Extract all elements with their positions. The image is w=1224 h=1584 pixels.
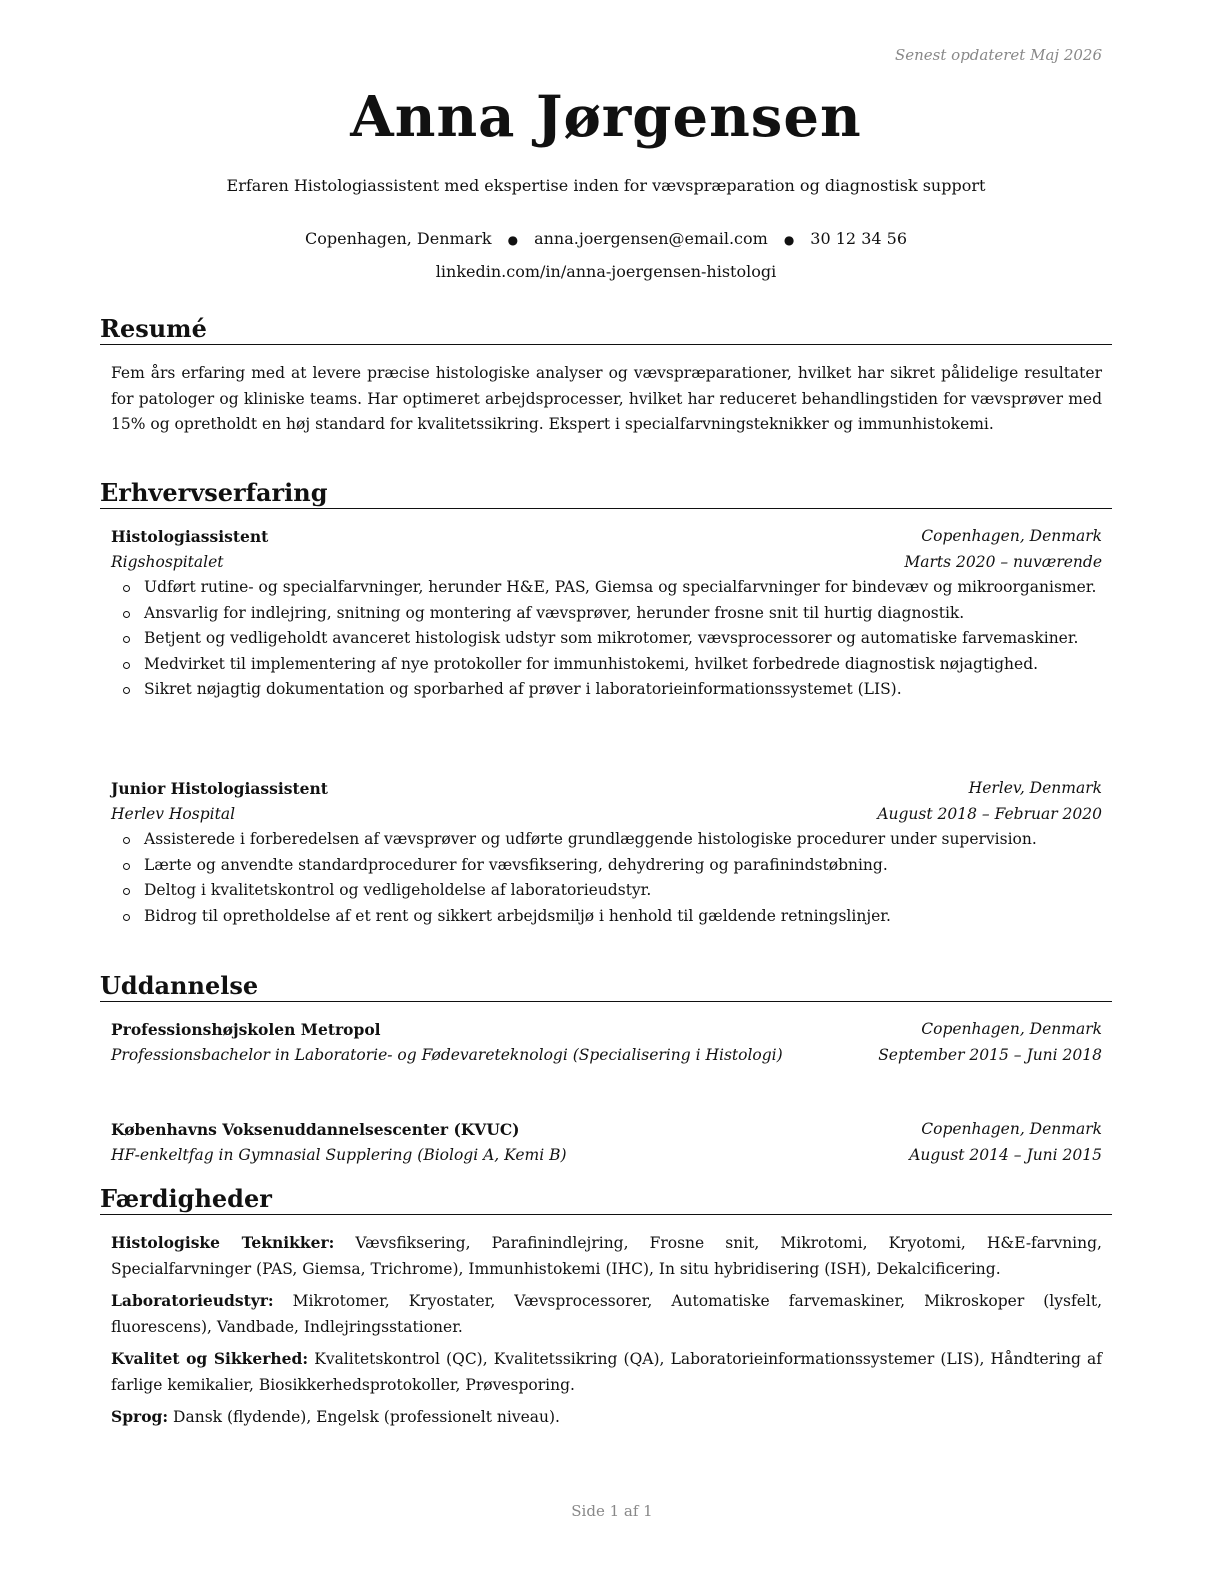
skills-list [111, 1230, 1102, 1437]
school-name: Professionshøjskolen Metropol [111, 1020, 381, 1039]
job-bullets [111, 827, 1102, 929]
last-updated: Senest opdateret Maj 2026 [894, 46, 1102, 64]
contact-linkedin[interactable]: linkedin.com/in/anna-joergensen-histologi [435, 262, 777, 281]
section-title-summary: Resumé [100, 314, 1112, 345]
job-role: Histologiassistent [111, 527, 269, 546]
school-location: Copenhagen, Denmark [921, 1020, 1102, 1038]
list-item: Medvirket til implementering af nye protokoller for immunhistokemi, hvilket forbedrede diagnostisk nøjagtighed. [111, 652, 1102, 678]
degree-name: Professionsbachelor in Laboratorie- og Fødevareteknologi (Specialisering i Histologi) [111, 1045, 783, 1064]
skill-label: Sprog: [111, 1407, 169, 1426]
circle-bullet-icon [123, 636, 130, 643]
job-role: Junior Histologiassistent [111, 779, 328, 798]
job-bullets [111, 575, 1102, 703]
list-item: Ansvarlig for indlejring, snitning og montering af vævsprøver, herunder frosne snit til hurtig diagnostik. [111, 601, 1102, 627]
education-entry [111, 1117, 1102, 1168]
circle-bullet-icon [123, 888, 130, 895]
skill-label: Histologiske Teknikker: [111, 1233, 335, 1252]
bullet-separator-icon: ● [783, 232, 795, 247]
job-location: Copenhagen, Denmark [921, 527, 1102, 545]
skill-text: Kvalitetskontrol (QC), Kvalitetssikring (QA), Laboratorieinformationssystemer (LIS), Håndtering af farlige kemikalier, Biosikkerhedsprotokoller, Prøvesporing. [111, 1350, 1102, 1394]
contact-email[interactable]: anna.joergensen@email.com [534, 229, 768, 248]
degree-name: HF-enkeltfag in Gymnasial Supplering (Biologi A, Kemi B) [111, 1145, 567, 1164]
circle-bullet-icon [123, 611, 130, 618]
job-period: August 2018 – Februar 2020 [877, 804, 1102, 823]
skill-text: Vævsfiksering, Parafinindlejring, Frosne snit, Mikrotomi, Kryotomi, H&E-farvning, Specialfarvninger (PAS, Giemsa, Trichrome), Immunhistokemi (IHC), In situ hybridisering (ISH), Dekalcificering. [111, 1234, 1102, 1278]
tagline: Erfaren Histologiassistent med ekspertise inden for vævspræparation og diagnostisk support [226, 176, 986, 195]
resume-page [100, 0, 1112, 1584]
contact-phone: 30 12 34 56 [810, 229, 907, 248]
list-item: Sikret nøjagtig dokumentation og sporbarhed af prøver i laboratorieinformationssystemet (LIS). [111, 677, 1102, 703]
school-location: Copenhagen, Denmark [921, 1120, 1102, 1138]
skill-group [111, 1346, 1102, 1398]
list-item: Assisterede i forberedelsen af vævsprøver og udførte grundlæggende histologiske procedurer under supervision. [111, 827, 1102, 853]
section-title-skills: Færdigheder [100, 1184, 1112, 1215]
skill-text: Mikrotomer, Kryostater, Vævsprocessorer, Automatiske farvemaskiner, Mikroskoper (lysfelt, fluorescens), Vandbade, Indlejringsstationer. [111, 1292, 1102, 1336]
job-entry [111, 776, 1102, 929]
contact-location: Copenhagen, Denmark [305, 229, 492, 248]
skill-group [111, 1288, 1102, 1340]
circle-bullet-icon [123, 863, 130, 870]
circle-bullet-icon [123, 687, 130, 694]
page-number: Side 1 af 1 [571, 1502, 653, 1520]
summary-text: Fem års erfaring med at levere præcise histologiske analyser og vævspræparationer, hvilket har sikret pålidelige resultater for patologer og kliniske teams. Har optimeret arbejdsprocesser, hvilket har reduceret behandlingstiden for vævsprøver med 15% og opretholdt en høj standard for kvalitetssikring. Ekspert i specialfarvningsteknikker og immunhistokemi. [111, 364, 1102, 433]
list-item: Lærte og anvendte standardprocedurer for vævsfiksering, dehydrering og parafinindstøbning. [111, 853, 1102, 879]
skill-label: Laboratorieudstyr: [111, 1291, 274, 1310]
list-item: Bidrog til opretholdelse af et rent og sikkert arbejdsmiljø i henhold til gældende retningslinjer. [111, 904, 1102, 930]
education-entry [111, 1017, 1102, 1068]
section-title-education: Uddannelse [100, 971, 1112, 1002]
circle-bullet-icon [123, 914, 130, 921]
job-location: Herlev, Denmark [968, 779, 1102, 797]
skill-text: Dansk (flydende), Engelsk (professionelt niveau). [173, 1408, 560, 1426]
circle-bullet-icon [123, 837, 130, 844]
circle-bullet-icon [123, 585, 130, 592]
skill-label: Kvalitet og Sikkerhed: [111, 1349, 309, 1368]
job-employer: Rigshospitalet [111, 552, 224, 571]
list-item: Deltog i kvalitetskontrol og vedligeholdelse af laboratorieudstyr. [111, 878, 1102, 904]
job-entry [111, 524, 1102, 703]
candidate-name: Anna Jørgensen [350, 84, 862, 150]
bullet-separator-icon: ● [507, 232, 519, 247]
education-period: September 2015 – Juni 2018 [878, 1045, 1102, 1064]
education-period: August 2014 – Juni 2015 [909, 1145, 1102, 1164]
list-item: Betjent og vedligeholdt avanceret histologisk udstyr som mikrotomer, vævsprocessorer og automatiske farvemaskiner. [111, 626, 1102, 652]
contact-line [100, 229, 1112, 248]
school-name: Københavns Voksenuddannelsescenter (KVUC) [111, 1120, 520, 1139]
section-title-experience: Erhvervserfaring [100, 478, 1112, 509]
job-employer: Herlev Hospital [111, 804, 236, 823]
job-period: Marts 2020 – nuværende [904, 552, 1102, 571]
circle-bullet-icon [123, 662, 130, 669]
list-item: Udført rutine- og specialfarvninger, herunder H&E, PAS, Giemsa og specialfarvninger for bindevæv og mikroorganismer. [111, 575, 1102, 601]
skill-group [111, 1404, 1102, 1431]
skill-group [111, 1230, 1102, 1282]
